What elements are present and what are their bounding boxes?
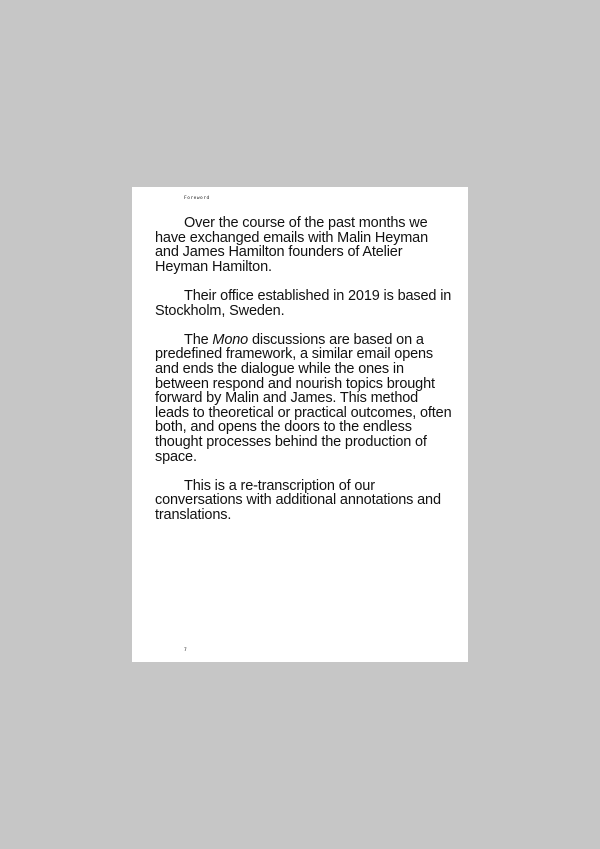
paragraph-4: This is a re-transcription of our conversations with additional annotations and translations.: [155, 477, 441, 523]
paragraph-3-suffix: discussions are based on a predefined framework, a similar email opens and ends the dialogue while the ones in between respond and nourish topics brought forward by Malin and James. This method leads to theoretical or practical outcomes, often both, and opens the doors to the endless thought processes behind the production of space.: [155, 331, 452, 465]
paragraph-1: Over the course of the past months we have exchanged emails with Malin Heyman and James Hamilton founders of Atelier Heyman Hamilton.: [155, 215, 429, 275]
document-page: [132, 187, 468, 662]
paragraph-2: Their office established in 2019 is based in Stockholm, Sweden.: [155, 287, 452, 319]
paragraph-3-prefix: The: [184, 331, 213, 348]
paragraph-3-emphasis: Mono: [212, 331, 249, 348]
paragraph-3: [155, 333, 455, 464]
body-text: [155, 216, 455, 537]
section-label: Foreword: [184, 196, 210, 201]
page-number: 7: [184, 648, 187, 653]
